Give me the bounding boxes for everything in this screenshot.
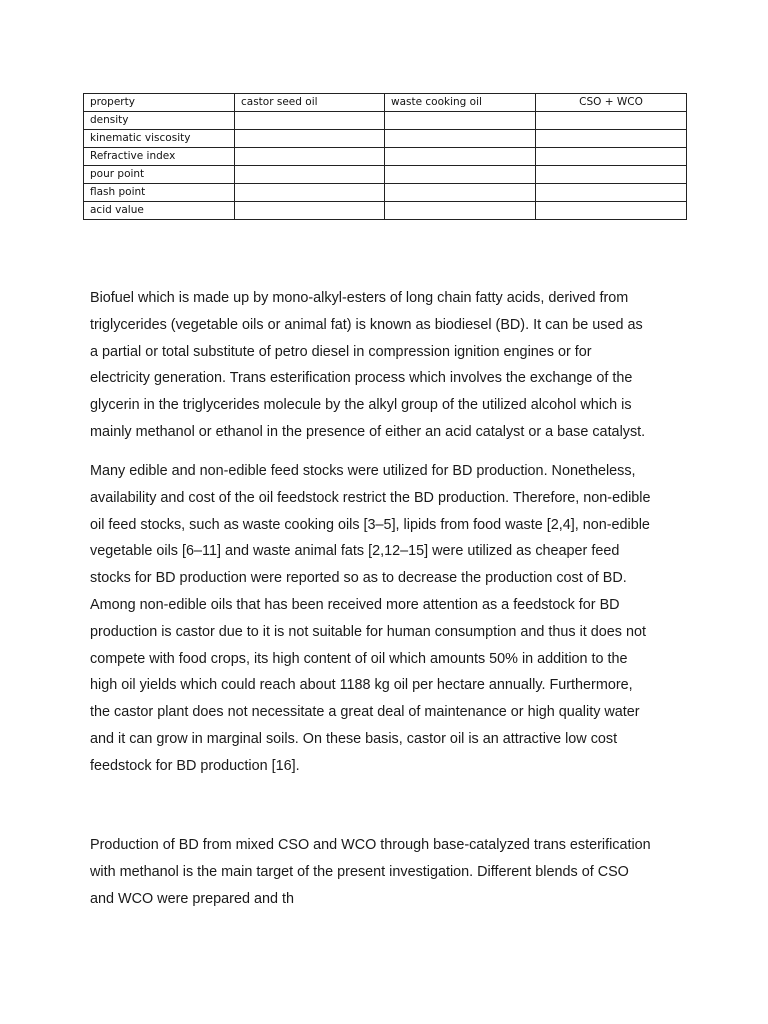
text-line: electricity generation. Trans esterification process which involves the exchange of the [90, 370, 633, 387]
cell-castor-seed-oil [235, 184, 385, 202]
row-property: kinematic viscosity [84, 130, 235, 148]
properties-table [83, 93, 687, 220]
table-header-row [84, 94, 687, 112]
cell-cso-wco [536, 166, 687, 184]
paragraph-feedstocks [90, 458, 690, 780]
cell-waste-cooking-oil [385, 148, 536, 166]
row-property: flash point [84, 184, 235, 202]
text-line: production is castor due to it is not suitable for human consumption and thus it does not [90, 623, 646, 640]
cell-cso-wco [536, 202, 687, 220]
text-line: availability and cost of the oil feedstock restrict the BD production. Therefore, non-edible [90, 489, 651, 506]
text-line: Among non-edible oils that has been received more attention as a feedstock for BD [90, 596, 620, 613]
paragraph-investigation-target [90, 832, 690, 912]
text-line: Production of BD from mixed CSO and WCO through base-catalyzed trans esterification [90, 837, 651, 853]
text-line: glycerin in the triglycerides molecule by the alkyl group of the utilized alcohol which is [90, 397, 632, 414]
row-property: density [84, 112, 235, 130]
text-line: and WCO were prepared and th [90, 890, 294, 907]
table-row [84, 130, 687, 148]
row-property: Refractive index [84, 148, 235, 166]
cell-castor-seed-oil [235, 148, 385, 166]
header-property: property [84, 94, 235, 112]
header-castor-seed-oil: castor seed oil [235, 94, 385, 112]
cell-waste-cooking-oil [385, 184, 536, 202]
text-line: high oil yields which could reach about 1188 kg oil per hectare annually. Furthermore, [90, 677, 633, 694]
text-line: vegetable oils [6–11] and waste animal fats [2,12–15] were utilized as cheaper feed [90, 543, 620, 560]
row-property: pour point [84, 166, 235, 184]
table-row [84, 202, 687, 220]
cell-castor-seed-oil [235, 166, 385, 184]
cell-castor-seed-oil [235, 202, 385, 220]
text-line: stocks for BD production were reported so as to decrease the production cost of BD. [90, 570, 627, 587]
text-line: feedstock for BD production [16]. [90, 757, 300, 774]
cell-waste-cooking-oil [385, 112, 536, 130]
cell-castor-seed-oil [235, 112, 385, 130]
table-row [84, 166, 687, 184]
text-line: compete with food crops, its high content of oil which amounts 50% in addition to the [90, 650, 628, 667]
cell-cso-wco [536, 130, 687, 148]
text-line: triglycerides (vegetable oils or animal fat) is known as biodiesel (BD). It can be used as [90, 316, 643, 333]
header-cso-wco: CSO + WCO [536, 94, 687, 112]
cell-waste-cooking-oil [385, 166, 536, 184]
cell-waste-cooking-oil [385, 130, 536, 148]
cell-waste-cooking-oil [385, 202, 536, 220]
text-line: and it can grow in marginal soils. On these basis, castor oil is an attractive low cost [90, 730, 618, 747]
table-row [84, 112, 687, 130]
row-property: acid value [84, 202, 235, 220]
text-line: the castor plant does not necessitate a great deal of maintenance or high quality water [90, 704, 640, 721]
cell-cso-wco [536, 148, 687, 166]
paragraph-biodiesel-intro [90, 285, 690, 446]
table-row [84, 184, 687, 202]
header-waste-cooking-oil: waste cooking oil [385, 94, 536, 112]
text-line: Biofuel which is made up by mono-alkyl-esters of long chain fatty acids, derived from [90, 290, 629, 306]
text-line: a partial or total substitute of petro diesel in compression ignition engines or for [90, 343, 592, 360]
cell-cso-wco [536, 112, 687, 130]
table-row [84, 148, 687, 166]
cell-cso-wco [536, 184, 687, 202]
text-line: with methanol is the main target of the present investigation. Different blends of CSO [90, 863, 629, 880]
text-line: oil feed stocks, such as waste cooking oils [3–5], lipids from food waste [2,4], non-edible [90, 516, 650, 533]
cell-castor-seed-oil [235, 130, 385, 148]
text-line: Many edible and non-edible feed stocks were utilized for BD production. Nonetheless, [90, 463, 636, 479]
text-line: mainly methanol or ethanol in the presence of either an acid catalyst or a base catalyst. [90, 423, 646, 440]
